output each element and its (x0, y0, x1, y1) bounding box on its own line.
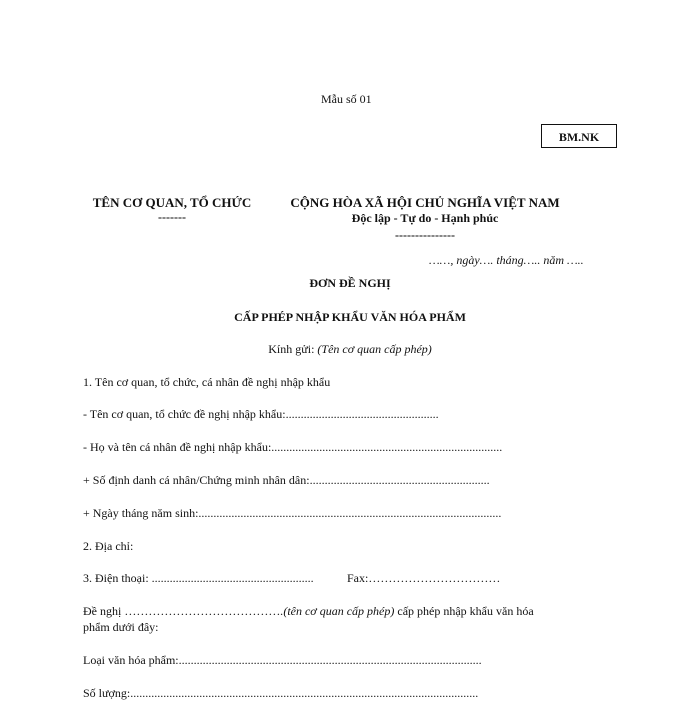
field-person-name: - Họ và tên cá nhân đề nghị nhập khẩu:............................................................................. (83, 440, 503, 454)
document-title: ĐƠN ĐỀ NGHỊ (309, 276, 391, 290)
request-prefix: Đề nghị ………………………………… (83, 604, 281, 618)
form-number: Mẫu số 01 (321, 92, 372, 106)
field-cultural-product-type: Loại văn hóa phẩm:..................................................................................................... (83, 653, 482, 667)
field-organization: - Tên cơ quan, tổ chức đề nghị nhập khẩu:................................................... (83, 407, 439, 421)
field-id-number: + Số định danh cá nhân/Chứng minh nhân dân:............................................................ (83, 473, 490, 487)
salutation (268, 342, 432, 357)
field-fax: Fax:…………………………… (347, 571, 501, 585)
section-2-address: 2. Địa chỉ: (83, 539, 134, 553)
motto-dashes: --------------- (395, 228, 455, 242)
field-phone: 3. Điện thoại: ...................................................... (83, 571, 314, 585)
field-date-of-birth: + Ngày tháng năm sinh:..................................................................................................... (83, 506, 502, 520)
organization-name: TÊN CƠ QUAN, TỔ CHỨC (92, 195, 252, 210)
request-suffix: cấp phép nhập khẩu văn hóa (394, 604, 534, 618)
salutation-label: Kính gửi: (268, 342, 318, 356)
form-code-box: BM.NK (541, 124, 617, 148)
field-quantity: Số lượng:.................................................................................................................... (83, 686, 479, 700)
request-line-2: phẩm dưới đây: (83, 620, 159, 634)
motto: Độc lập - Tự do - Hạnh phúc (351, 211, 499, 225)
organization-dashes: ------- (158, 210, 186, 224)
document-subtitle: CẤP PHÉP NHẬP KHẨU VĂN HÓA PHẨM (234, 310, 466, 324)
date-line: ……, ngày…. tháng….. năm ….. (429, 253, 584, 267)
country-header: CỘNG HÒA XÃ HỘI CHỦ NGHĨA VIỆT NAM (290, 195, 560, 210)
request-line-1 (83, 604, 534, 619)
section-1-heading: 1. Tên cơ quan, tổ chức, cá nhân đề nghị nhập khẩu (83, 375, 331, 389)
request-authority: .(tên cơ quan cấp phép) (280, 604, 395, 618)
salutation-value: (Tên cơ quan cấp phép) (317, 342, 432, 356)
